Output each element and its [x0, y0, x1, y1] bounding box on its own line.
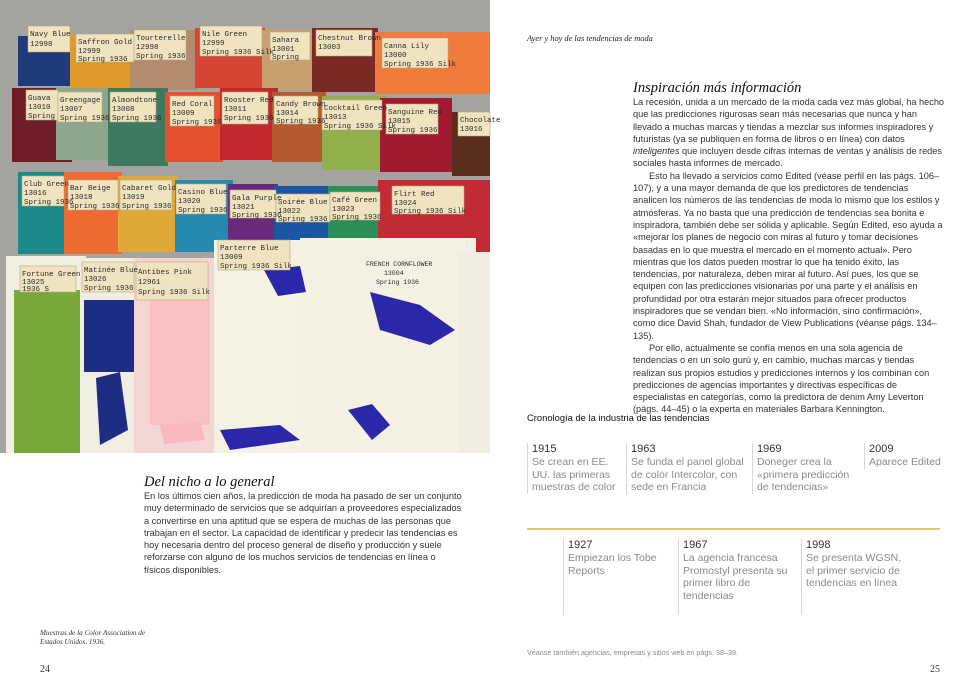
- svg-text:Candy Brown: Candy Brown: [276, 101, 326, 109]
- svg-text:13009: 13009: [172, 110, 195, 118]
- timeline-title: Cronología de la industria de las tendencias: [527, 412, 710, 423]
- svg-text:Red Coral: Red Coral: [172, 101, 213, 109]
- svg-text:Fortune Green: Fortune Green: [22, 271, 81, 279]
- paragraph-2: Esto ha llevado a servicios como Edited (véase perfil en las págs. 106–107), y a una mayor demanda de que los predictores de tendencias analicen los números de las tendencias de moda lo mismo que los estilos y atmósferas. Ya no basta que una predicción de tendencias sea bonita e inspiradora, también debe ser sólida y aplicable. Según Edited, eso ayuda a «mejorar los planes de negocio con miras al futuro y tomar decisiones basadas en lo que muestra el mercado en el momento actual». Pero mientras que los datos pueden mostrar lo que ha tenido éxito, las tendencias, por naturaleza, deben mirar al futuro. Así pues, los que se equipen con las predicciones visionarias por una parte y el análisis en profundidad por otra estarán mejor situados para ofrecer productos inspiradores que se vendan bien. «No información, sino confirmación», como dice David Shah, fundador de View Publications (véanse págs. 134–135).: [633, 170, 943, 341]
- timeline-year: 1969: [757, 443, 782, 455]
- svg-text:Spring 1936 Silk: Spring 1936 Silk: [138, 289, 211, 297]
- right-section: [633, 80, 945, 416]
- svg-text:13020: 13020: [178, 198, 201, 206]
- svg-text:13025: 13025: [22, 279, 45, 287]
- svg-text:Spring 1936 Silk: Spring 1936 Silk: [202, 49, 275, 57]
- swatch-photo: [0, 0, 501, 453]
- svg-text:FRENCH CORNFLOWER: FRENCH CORNFLOWER: [366, 261, 433, 268]
- svg-text:Saffron Gold: Saffron Gold: [78, 39, 133, 47]
- svg-text:12998: 12998: [136, 44, 159, 52]
- svg-text:13009: 13009: [220, 254, 243, 262]
- timeline-year: 1927: [568, 539, 593, 551]
- timeline-text: La agencia francesa Promostyl presenta su primer libro de tendencias: [683, 551, 788, 603]
- timeline-text: Empiezan los Tobe Reports: [568, 551, 657, 577]
- svg-text:13007: 13007: [60, 106, 83, 114]
- svg-text:13011: 13011: [224, 106, 247, 114]
- paragraph-1-b: que incluyen desde cifras internas de ventas y análisis de redes sociales hasta informes de mercado.: [633, 146, 942, 169]
- svg-text:13016: 13016: [24, 190, 47, 198]
- svg-text:12961: 12961: [138, 279, 161, 287]
- paragraph-1: [633, 96, 945, 170]
- svg-text:Casino Blue: Casino Blue: [178, 189, 228, 197]
- svg-text:13021: 13021: [232, 204, 255, 212]
- paragraph-3: Por ello, actualmente se confía menos en una sola agencia de tendencias o en un solo gurú y, en cambio, muchas marcas y tiendas realizan sus propios estudios y predicciones internos y los combinan con predicciones de agencias importantes y directivas específicas de especialistas en categorías, como la predictora de denim Amy Leverton (págs. 44–45) o la experta en materiales Barbara Kennington.: [633, 342, 930, 415]
- timeline-item: [527, 443, 619, 494]
- svg-text:13014: 13014: [276, 110, 299, 118]
- svg-text:Spring 1936: Spring 1936: [60, 115, 110, 123]
- paragraph-1-emphasis: inteligentes: [633, 146, 680, 157]
- svg-text:Spring 1936: Spring 1936: [232, 212, 282, 220]
- timeline-text: Doneger crea la «primera predicción de tendencias»: [757, 455, 850, 494]
- timeline-text: Aparece Edited: [869, 455, 941, 468]
- timeline-item: [801, 539, 907, 615]
- svg-text:Chestnut Brown: Chestnut Brown: [318, 35, 382, 43]
- svg-text:Spring 1936 Silk: Spring 1936 Silk: [394, 208, 467, 216]
- page-number-left: 24: [40, 664, 50, 675]
- svg-text:12999: 12999: [202, 40, 225, 48]
- svg-text:Soirée Blue: Soirée Blue: [278, 199, 328, 207]
- svg-text:Spring 1936: Spring 1936: [332, 214, 382, 222]
- svg-text:Antibes Pink: Antibes Pink: [138, 269, 193, 277]
- svg-text:13013: 13013: [324, 114, 347, 122]
- timeline-year: 1963: [631, 443, 656, 455]
- svg-text:Almondtone: Almondtone: [112, 97, 158, 105]
- svg-text:Spring 1936: Spring 1936: [78, 56, 128, 64]
- svg-text:Spring 1936: Spring 1936: [84, 285, 134, 293]
- swatch-photo-art: [0, 0, 501, 453]
- svg-text:Spring 1936: Spring 1936: [224, 115, 274, 123]
- timeline-item: [752, 443, 852, 494]
- svg-text:Gala Purple: Gala Purple: [232, 195, 282, 203]
- svg-text:Parterre Blue: Parterre Blue: [220, 245, 279, 253]
- running-head: Ayer y hoy de las tendencias de moda: [527, 34, 653, 43]
- svg-text:Rooster Red: Rooster Red: [224, 97, 274, 105]
- svg-text:Greengage: Greengage: [60, 97, 101, 105]
- svg-text:13003: 13003: [318, 44, 341, 52]
- section-heading-niche: Del nicho a lo general: [144, 474, 275, 490]
- svg-text:Spring 1936: Spring 1936: [278, 216, 328, 224]
- footnote: Véanse también agencias, empresas y sitios web en págs. 38–39.: [527, 648, 738, 657]
- svg-text:Spring 1936: Spring 1936: [388, 127, 438, 135]
- svg-text:1936 S: 1936 S: [22, 286, 50, 294]
- svg-text:Spring 1936: Spring 1936: [178, 207, 228, 215]
- timeline-year: 1998: [806, 539, 831, 551]
- svg-text:Club Green: Club Green: [24, 181, 70, 189]
- section-body-inspiration: [633, 96, 945, 416]
- paragraph-1-a: La recesión, unida a un mercado de la moda cada vez más global, ha hecho que las predicciones rigurosas sean más necesarias que nunca y han llevado a muchas marcas y tiendas a mezclar sus informes inspiradores y futuristas (ya se publiquen en forma de libros o en línea) con datos: [633, 97, 945, 144]
- svg-text:Chocolate: Chocolate: [460, 117, 501, 125]
- svg-text:Spring 1936: Spring 1936: [112, 115, 162, 123]
- svg-text:Matinée Blue: Matinée Blue: [84, 267, 139, 275]
- svg-text:Nile Green: Nile Green: [202, 31, 248, 39]
- svg-text:Spring 1936: Spring 1936: [122, 203, 172, 211]
- svg-text:Spring 1936: Spring 1936: [172, 119, 222, 127]
- photo-caption: Muestras de la Color Association de Estados Unidos, 1936.: [40, 629, 146, 647]
- timeline-text: Se crean en EE. UU. las primeras muestras de color: [532, 455, 616, 494]
- svg-text:Canna Lily: Canna Lily: [384, 43, 430, 51]
- timeline-item: [626, 443, 744, 494]
- section-body-niche: En los últimos cien años, la predicción de moda ha pasado de ser un conjunto muy determinado de servicios que se adquirían a proveedores especializados a convertirse en una aptitud que se espera de muchas de las personas que trabajan en el sector. La capacidad de identificar y predecir las tendencias es hoy necesaria dentro del proceso general de diseño y producción y suele reforzarse con alguno de los muchos servicios de tendencias en línea o físicos disponibles.: [144, 491, 462, 575]
- svg-text:Cocktail Green: Cocktail Green: [324, 105, 388, 113]
- timeline-item: [678, 539, 790, 615]
- section-heading-inspiration: Inspiración más información: [633, 80, 802, 96]
- svg-text:Sanguine Red: Sanguine Red: [388, 109, 443, 117]
- timeline-item: [563, 539, 663, 615]
- svg-text:Café Green: Café Green: [332, 197, 378, 205]
- svg-text:13022: 13022: [278, 208, 301, 216]
- svg-text:12999: 12999: [78, 48, 101, 56]
- svg-text:13019: 13019: [122, 194, 145, 202]
- svg-text:Navy Blue: Navy Blue: [30, 31, 71, 39]
- svg-text:13026: 13026: [84, 276, 107, 284]
- svg-text:13015: 13015: [388, 118, 411, 126]
- svg-text:Cabaret Gold: Cabaret Gold: [122, 185, 177, 193]
- timeline-axis: [527, 528, 940, 530]
- svg-text:13016: 13016: [460, 126, 483, 134]
- svg-text:13018: 13018: [70, 194, 93, 202]
- left-section: [144, 474, 462, 576]
- svg-text:Guava: Guava: [28, 95, 51, 103]
- svg-text:Spring 1936: Spring 1936: [276, 118, 326, 126]
- svg-text:13008: 13008: [112, 106, 135, 114]
- svg-text:13004: 13004: [384, 270, 404, 277]
- svg-text:Spring 1936: Spring 1936: [70, 203, 120, 211]
- timeline-year: 2009: [869, 443, 894, 455]
- timeline-year: 1967: [683, 539, 708, 551]
- svg-text:Spring: Spring: [28, 113, 56, 121]
- svg-text:13010: 13010: [28, 104, 51, 112]
- svg-text:Spring 1936: Spring 1936: [376, 279, 419, 286]
- svg-text:Sahara: Sahara: [272, 37, 300, 45]
- timeline-text: Se presenta WGSN, el primer servicio de tendencias en línea: [806, 551, 902, 590]
- timeline-text: Se funda el panel global de color Intercolor, con sede en Francia: [631, 455, 744, 494]
- timeline-item: [864, 443, 954, 469]
- svg-text:Spring 1936 Silk: Spring 1936 Silk: [324, 123, 397, 131]
- page-number-right: 25: [930, 664, 940, 675]
- svg-text:12998: 12998: [30, 41, 53, 49]
- svg-text:Spring 1936 Silk: Spring 1936 Silk: [220, 263, 293, 271]
- svg-text:Spring: Spring: [272, 54, 300, 62]
- svg-text:Flirt Red: Flirt Red: [394, 191, 435, 199]
- svg-text:13000: 13000: [384, 52, 407, 60]
- svg-text:Spring 1936: Spring 1936: [136, 53, 186, 61]
- svg-text:Spring 1936 Silk: Spring 1936 Silk: [384, 61, 457, 69]
- svg-text:Tourterelle: Tourterelle: [136, 35, 186, 43]
- timeline-year: 1915: [532, 443, 557, 455]
- svg-text:13024: 13024: [394, 200, 417, 208]
- svg-text:13023: 13023: [332, 206, 355, 214]
- svg-text:Bar Beige: Bar Beige: [70, 185, 111, 193]
- svg-text:Spring 1936: Spring 1936: [24, 199, 74, 207]
- svg-text:13001: 13001: [272, 46, 295, 54]
